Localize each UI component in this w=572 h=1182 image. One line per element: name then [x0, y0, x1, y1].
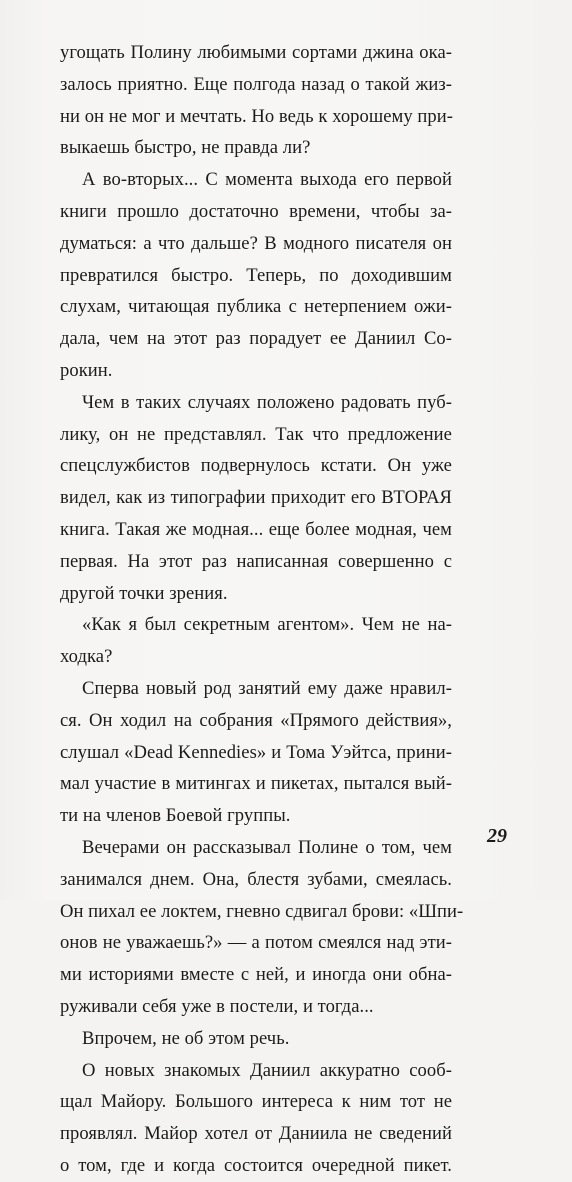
text-line: ни он не мог и мечтать. Но ведь к хорошему при- — [60, 105, 453, 127]
text-line: О новых знакомых Даниил аккуратно сооб- — [82, 1059, 452, 1081]
text-line: ми историями вместе с ней, и иногда они обна- — [60, 964, 452, 986]
text-line: лику, он не представлял. Так что предложение — [60, 423, 452, 445]
text-line: о том, где и когда состоится очередной пикет. — [60, 1154, 452, 1176]
text-line: спецслужбистов подвернулось кстати. Он уже — [60, 455, 452, 477]
text-line: ти на членов Боевой группы. — [60, 805, 291, 827]
text-line: Сперва новый род занятий ему даже нравил- — [82, 677, 452, 699]
text-line: видел, как из типографии приходит его ВТОРАЯ — [60, 487, 452, 509]
text-line: Он пихал ее локтем, гневно сдвигал брови: «Шпи- — [60, 900, 464, 922]
text-line: слушал «Dead Kennedies» и Тома Уэйтса, прини- — [60, 741, 452, 763]
text-line: щал Майору. Большого интереса к ним тот не — [60, 1091, 452, 1113]
text-line: руживали себя уже в постели, и тогда... — [60, 995, 374, 1017]
text-line: ходка? — [60, 646, 113, 668]
text-line: мал участие в митингах и пикетах, пытался вый- — [60, 773, 452, 795]
text-line: книга. Такая же модная... еще более модная, чем — [60, 518, 452, 540]
text-line: думаться: а что дальше? В модного писателя он — [60, 232, 452, 254]
text-line: дала, чем на этот раз порадует ее Даниил Со- — [60, 328, 452, 350]
text-line: угощать Полину любимыми сортами джина ока- — [60, 42, 452, 63]
text-line: А во-вторых... С момента выхода его первой — [82, 169, 452, 191]
text-line: выкаешь быстро, не правда ли? — [60, 137, 311, 159]
text-line: онов не уважаешь?» — а потом смеялся над эти- — [60, 932, 452, 954]
text-line: ся. Он ходил на собрания «Прямого действия», — [60, 709, 452, 731]
body-text — [60, 37, 464, 1182]
text-line: залось приятно. Еще полгода назад о такой жиз- — [60, 73, 452, 95]
text-line: Чем в таких случаях положено радовать пуб- — [82, 391, 452, 413]
text-line: Вечерами он рассказывал Полине о том, чем — [82, 836, 452, 858]
text-line: первая. На этот раз написанная совершенно с — [60, 550, 452, 572]
page-number: 29 — [487, 825, 507, 847]
text-line: превратился быстро. Теперь, по доходившим — [60, 264, 452, 286]
text-line: слухам, читающая публика с нетерпением ожи- — [60, 296, 452, 318]
text-line: Впрочем, не об этом речь. — [82, 1027, 290, 1049]
text-line: другой точки зрения. — [60, 582, 228, 604]
text-line: рокин. — [60, 359, 113, 381]
text-line: «Как я был секретным агентом». Чем не на- — [82, 614, 452, 636]
text-line: проявлял. Майор хотел от Даниила не сведений — [60, 1123, 452, 1145]
text-line: занимался днем. Она, блестя зубами, смеялась. — [60, 868, 452, 890]
text-line: книги прошло достаточно времени, чтобы за- — [60, 200, 452, 222]
